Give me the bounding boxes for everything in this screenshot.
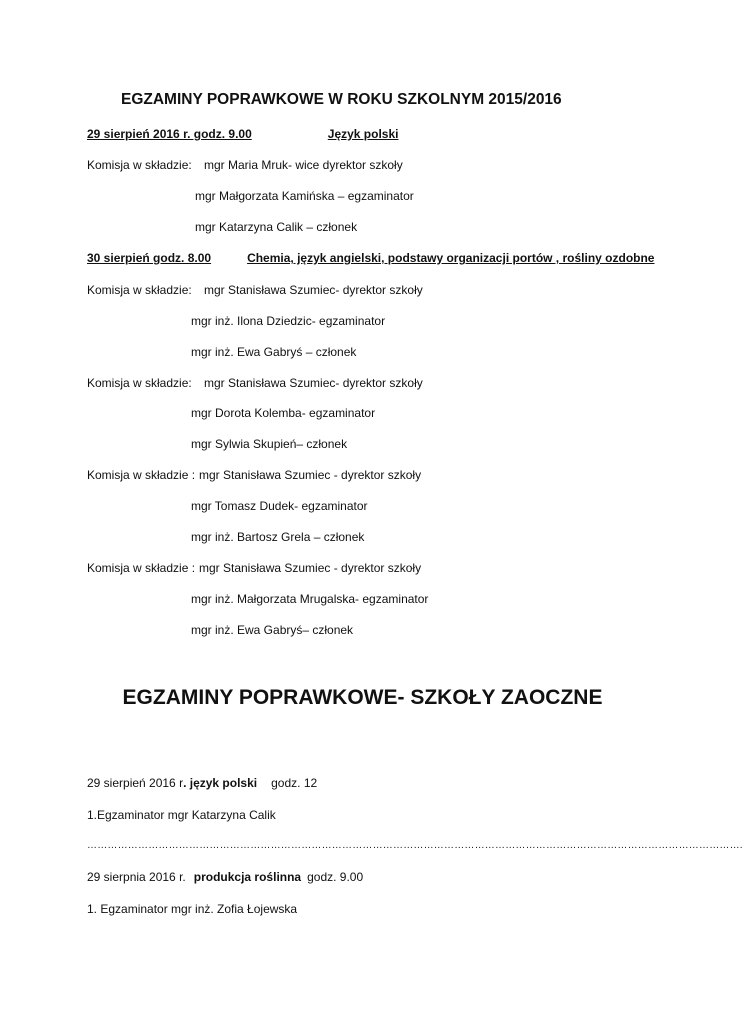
commission-member: mgr Sylwia Skupień– członek: [191, 437, 348, 451]
extramural-exam-2-time: godz. 9.00: [307, 870, 364, 884]
commission-label: Komisja w składzie :: [87, 561, 196, 575]
commission-member: mgr inż. Małgorzata Mrugalska- egzaminator: [191, 592, 429, 606]
extramural-exam-1: [87, 776, 317, 790]
commission-member: mgr Stanisława Szumiec- dyrektor szkoły: [204, 376, 423, 390]
commission-member: mgr Stanisława Szumiec- dyrektor szkoły: [204, 283, 423, 297]
extramural-exam-1-subject: . język polski: [183, 776, 258, 790]
commission-member: mgr Tomasz Dudek- egzaminator: [191, 499, 368, 513]
section2-title: EGZAMINY POPRAWKOWE- SZKOŁY ZAOCZNE: [122, 686, 603, 709]
commission-label: Komisja w składzie:: [87, 376, 192, 390]
dotted-separator: ………………………………………………………………………………………………………………………………………………………………………….: [87, 840, 743, 851]
commission-member: mgr Małgorzata Kamińska – egzaminator: [195, 189, 414, 203]
extramural-exam-2-examiner: 1. Egzaminator mgr inż. Zofia Łojewska: [87, 902, 298, 916]
commission-member: mgr inż. Ewa Gabryś – członek: [191, 345, 357, 359]
extramural-exam-2: [87, 870, 363, 884]
exam-subject-1: Język polski: [327, 127, 399, 141]
extramural-exam-1-date: 29 sierpień 2016 r: [87, 776, 184, 790]
commission-member: mgr Katarzyna Calik – członek: [195, 220, 358, 234]
section1-title: EGZAMINY POPRAWKOWE W ROKU SZKOLNYM 2015/2016: [121, 91, 562, 108]
extramural-exam-2-subject: produkcja roślinna: [193, 870, 302, 884]
commission-member: mgr Maria Mruk- wice dyrektor szkoły: [204, 158, 403, 172]
extramural-exam-1-examiner: 1.Egzaminator mgr Katarzyna Calik: [87, 808, 276, 822]
commission-member: mgr Stanisława Szumiec - dyrektor szkoły: [199, 468, 422, 482]
extramural-exam-1-time: godz. 12: [271, 776, 318, 790]
extramural-exam-2-date: 29 sierpnia 2016 r.: [87, 870, 186, 884]
commission-member: mgr Dorota Kolemba- egzaminator: [191, 406, 376, 420]
exam-date-1: [87, 127, 398, 141]
exam-date-2: [87, 251, 654, 265]
exam-date-1-text: 29 sierpień 2016 r. godz. 9.00: [87, 127, 252, 141]
commission-label: Komisja w składzie:: [87, 283, 192, 297]
commission-member: mgr inż. Bartosz Grela – członek: [191, 530, 365, 544]
commission-label: Komisja w składzie :: [87, 468, 196, 482]
commission-member: mgr inż. Ewa Gabryś– członek: [191, 623, 354, 637]
commission-label-1: Komisja w składzie:: [87, 158, 192, 172]
exam-date-2-text: 30 sierpień godz. 8.00: [87, 251, 212, 265]
commission-member: mgr inż. Ilona Dziedzic- egzaminator: [191, 314, 386, 328]
commission-member: mgr Stanisława Szumiec - dyrektor szkoły: [199, 561, 422, 575]
exam-subjects-2: Chemia, język angielski, podstawy organizacji portów , rośliny ozdobne: [247, 251, 655, 265]
